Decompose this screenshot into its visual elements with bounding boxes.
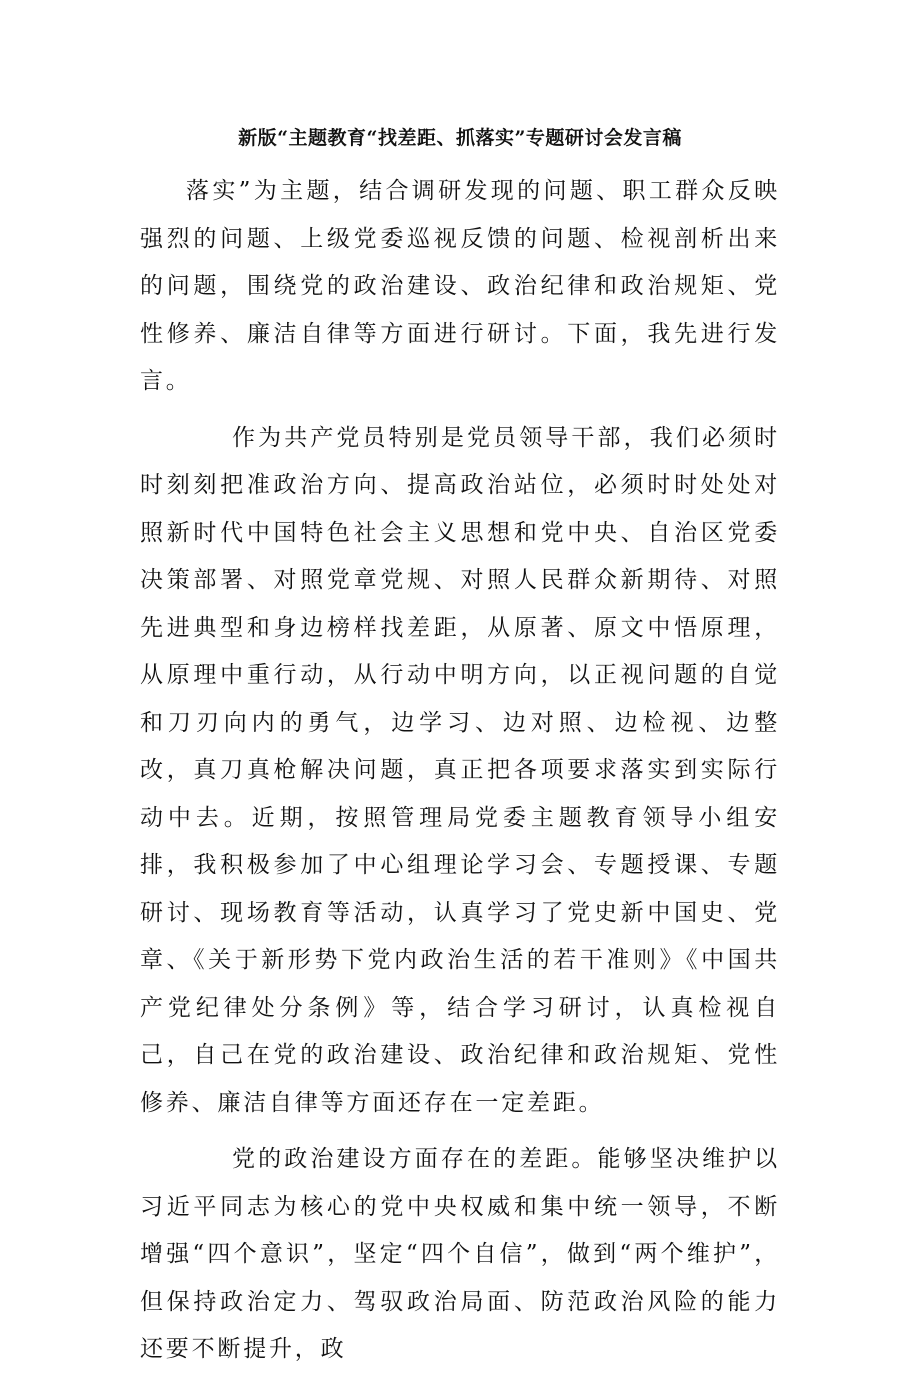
document-title: 新版“主题教育“找差距、抓落实”专题研讨会发言稿 bbox=[238, 127, 682, 149]
paragraph-self-review: 作为共产党员特别是党员领导干部，我们必须时时刻刻把准政治方向、提高政治站位，必须时时处处对照新时代中国特色社会主义思想和党中央、自治区党委决策部署、对照党章党规、对照人民群众新期待、对照先进典型和身边榜样找差距，从原著、原文中悟原理，从原理中重行动，从行动中明方向，以正视问题的自觉和刀刃向内的勇气，边学习、边对照、边检视、边整改，真刀真枪解决问题，真正把各项要求落实到实际行动中去。近期，按照管理局党委主题教育领导小组安排，我积极参加了中心组理论学习会、专题授课、专题研讨、现场教育等活动，认真学习了党史新中国史、党章、《关于新形势下党内政治生活的若干准则》《中国共产党纪律处分条例》等，结合学习研讨，认真检视自己，自己在党的政治建设、政治纪律和政治规矩、党性修养、廉洁自律等方面还存在一定差距。 bbox=[140, 424, 780, 1116]
document-body bbox=[140, 168, 780, 1374]
paragraph-intro: 落实”为主题，结合调研发现的问题、职工群众反映强烈的问题、上级党委巡视反馈的问题、检视剖析出来的问题，围绕党的政治建设、政治纪律和政治规矩、党性修养、廉洁自律等方面进行研讨。下面，我先进行发言。 bbox=[140, 178, 780, 394]
paragraph-political-construction: 党的政治建设方面存在的差距。能够坚决维护以习近平同志为核心的党中央权威和集中统一领导，不断增强“四个意识”，坚定“四个自信”，做到“两个维护”，但保持政治定力、驾驭政治局面、防范政治风险的能力还要不断提升，政 bbox=[140, 1146, 780, 1362]
